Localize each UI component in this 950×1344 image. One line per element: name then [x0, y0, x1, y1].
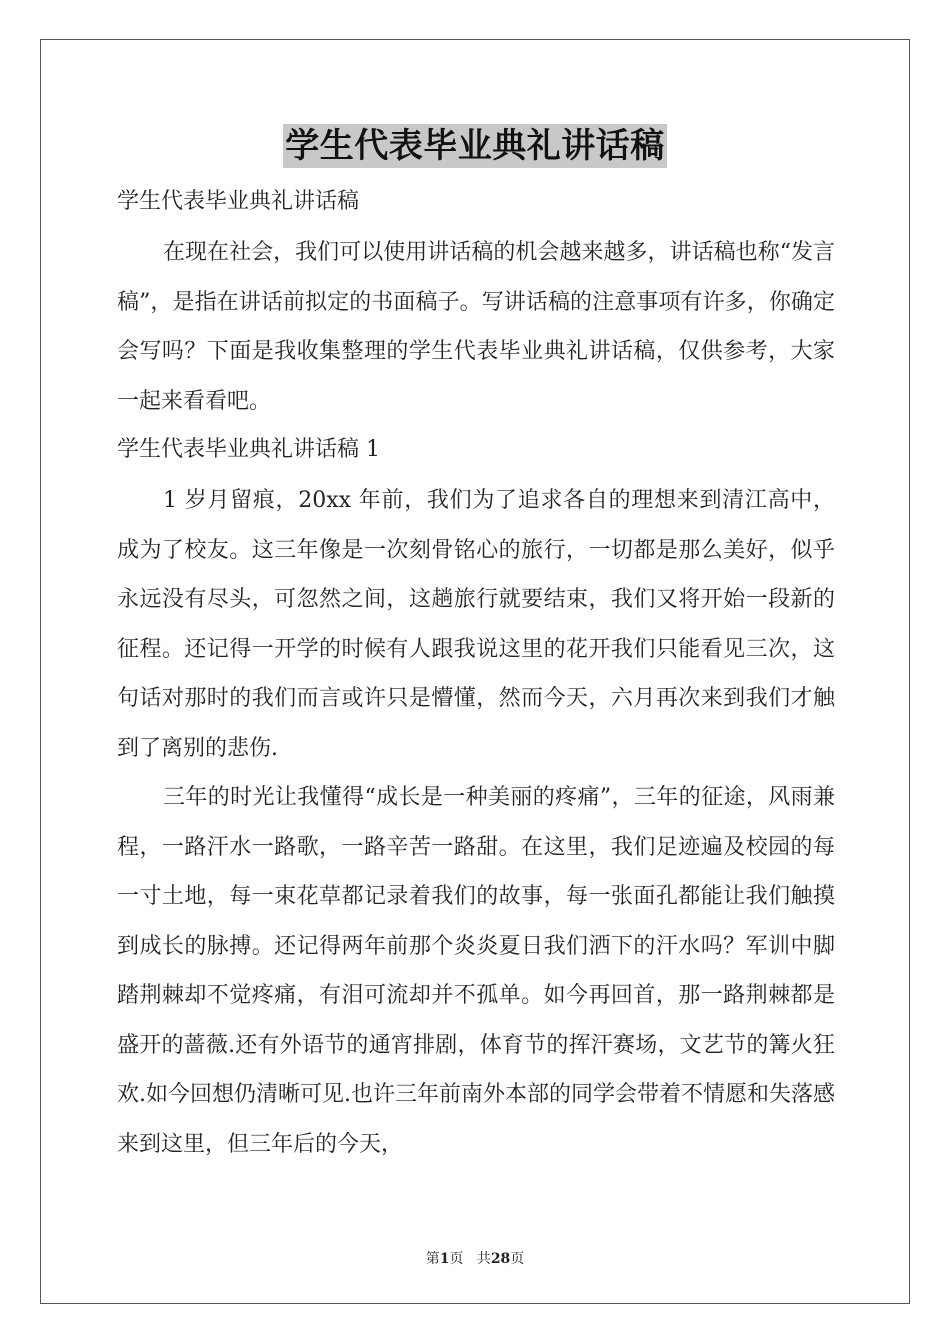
body-paragraph-2: 三年的时光让我懂得“成长是一种美丽的疼痛”，三年的征途，风雨兼程，一路汗水一路歌，一路辛苦一路甜。在这里，我们足迹遍及校园的每一寸土地，每一束花草都记录着我们的故事，每一张面孔都能让我们触摸到成长的脉搏。还记得两年前那个炎炎夏日我们洒下的汗水吗？军训中脚踏荆棘却不觉疼痛，有泪可流却并不孤单。如今再回首，那一路荆棘都是盛开的蔷薇.还有外语节的通宵排剧，体育节的挥汗赛场，文艺节的篝火狂欢.如今回想仍清晰可见.也许三年前南外本部的同学会带着不情愿和失落感来到这里，但三年后的今天，	[117, 785, 835, 1157]
document-subtitle: 学生代表毕业典礼讲话稿	[117, 189, 360, 214]
body-paragraph-1: 1 岁月留痕，20xx 年前，我们为了追求各自的理想来到清江高中，成为了校友。这三年像是一次刻骨铭心的旅行，一切都是那么美好，似乎永远没有尽头，可忽然之间，这趟旅行就要结束，我们又将开始一段新的征程。还记得一开学的时候有人跟我说这里的花开我们只能看见三次，这句话对那时的我们而言或许只是懵懂，然而今天，六月再次来到我们才触到了离别的悲伤.	[117, 488, 835, 761]
title-container	[0, 124, 950, 168]
document-body	[117, 178, 835, 1169]
footer-total-pages: 28	[490, 1251, 511, 1267]
footer-prefix: 第	[425, 1251, 440, 1267]
section-heading: 学生代表毕业典礼讲话稿 1	[117, 437, 380, 462]
intro-paragraph: 在现在社会，我们可以使用讲话稿的机会越来越多，讲话稿也称“发言稿”，是指在讲话前拟定的书面稿子。写讲话稿的注意事项有许多，你确定会写吗？下面是我收集整理的学生代表毕业典礼讲话稿，仅供参考，大家一起来看看吧。	[117, 240, 835, 414]
footer-page-suffix: 页	[449, 1251, 464, 1267]
document-title: 学生代表毕业典礼讲话稿	[285, 126, 665, 166]
footer-total-prefix: 共	[476, 1251, 491, 1267]
footer-total-suffix: 页	[510, 1251, 525, 1267]
footer-page-number: 1	[439, 1251, 450, 1267]
page-footer	[0, 1248, 950, 1268]
